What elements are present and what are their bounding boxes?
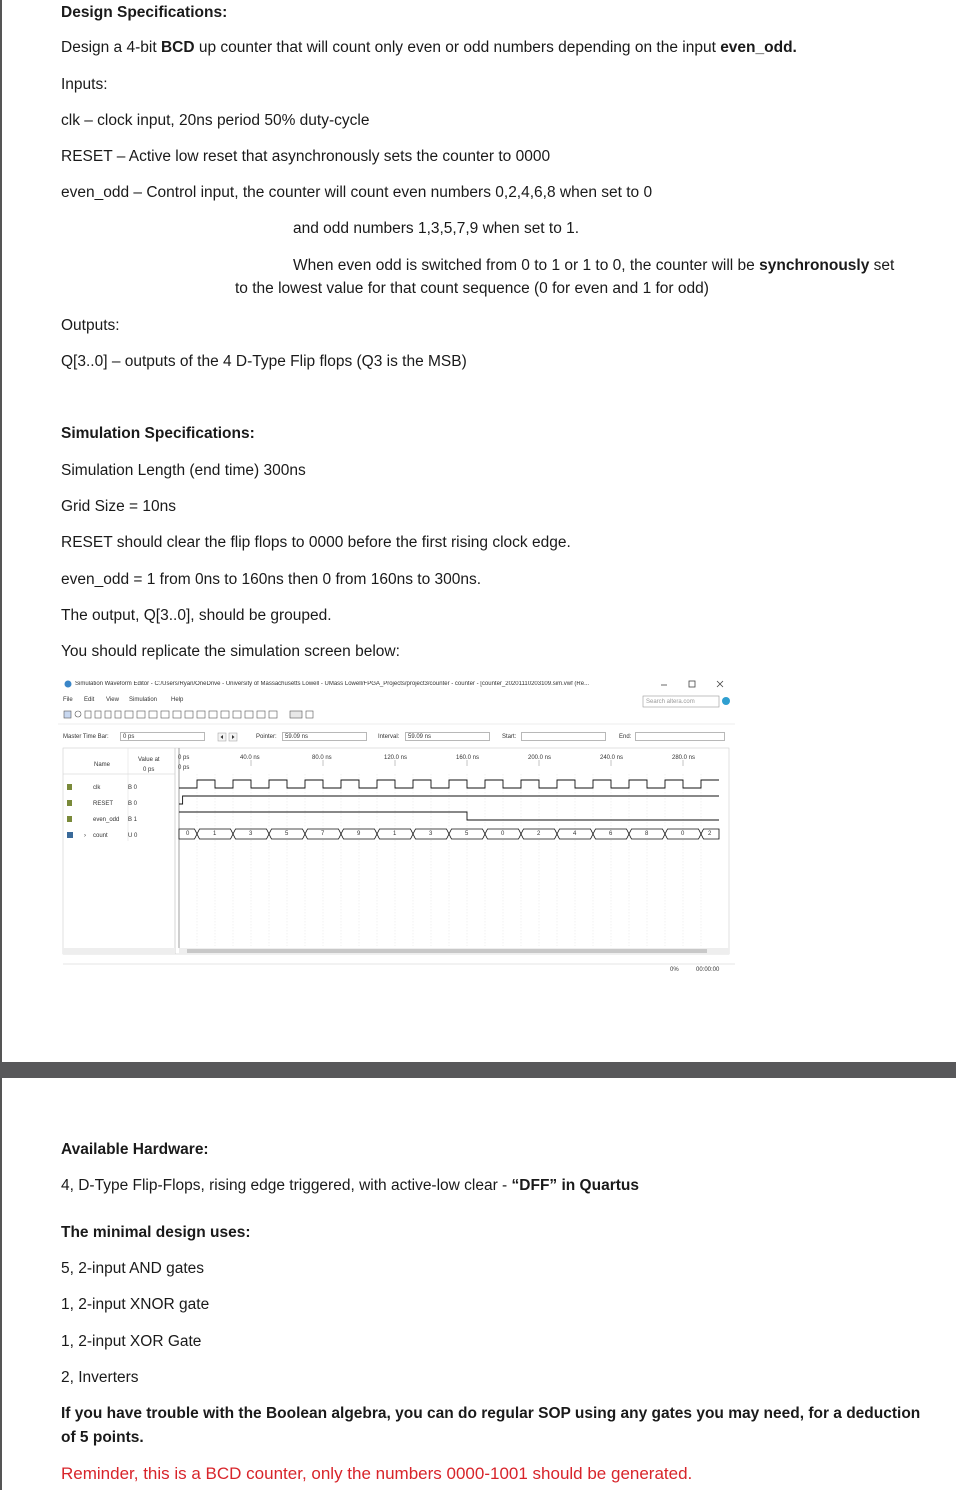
minimal-item: 2, Inverters xyxy=(61,1369,139,1386)
design-heading: Design Specifications: xyxy=(61,4,228,21)
count-value-label: 8 xyxy=(645,831,649,837)
dff-text: 4, D-Type Flip-Flops, rising edge triggered, with active-low clear - xyxy=(61,1177,512,1194)
time-axis-label: 240.0 ns xyxy=(600,755,624,761)
sim-replicate: You should replicate the simulation screen below: xyxy=(61,643,400,660)
count-value-label: 3 xyxy=(429,831,433,837)
switch-spec-2: to the lowest value for that count sequence (0 for even and 1 for odd) xyxy=(235,280,709,297)
sim-reset: RESET should clear the flip flops to 0000 before the first rising clock edge. xyxy=(61,534,571,551)
signal-name-even-odd[interactable]: even_odd xyxy=(93,817,120,823)
count-value-label: 5 xyxy=(465,831,469,837)
reset-spec: RESET – Active low reset that asynchronously sets the counter to 0000 xyxy=(61,148,551,165)
progress-percent: 0% xyxy=(670,967,679,973)
count-value-label: 0 xyxy=(186,831,190,837)
dff-quartus: “DFF” in Quartus xyxy=(511,1177,639,1194)
app-icon xyxy=(65,681,72,688)
cursor-time-top: 0 ps xyxy=(178,755,190,761)
inputs-label: Inputs: xyxy=(61,76,108,93)
search-go-icon xyxy=(722,697,730,705)
intro-text-mid: up counter that will count only even or odd numbers depending on the input xyxy=(194,39,721,56)
intro-even-odd: even_odd. xyxy=(720,39,797,56)
start-label: Start: xyxy=(502,734,517,740)
switch-bold: synchronously xyxy=(759,257,870,274)
count-value-label: 0 xyxy=(681,831,685,837)
signal-name-reset[interactable]: RESET xyxy=(93,801,114,807)
value-column-header: Value at xyxy=(138,757,160,763)
bcd-reminder: Reminder, this is a BCD counter, only the numbers 0000-1001 should be generated. xyxy=(61,1464,693,1483)
pointer-field[interactable]: 59.09 ns xyxy=(282,732,367,741)
master-time-bar-field[interactable]: 0 ps xyxy=(120,732,205,741)
count-value-label: 4 xyxy=(573,831,577,837)
signal-value-count: U 0 xyxy=(128,833,138,839)
minimal-heading: The minimal design uses: xyxy=(61,1224,251,1241)
signal-value-reset: B 0 xyxy=(128,801,138,807)
count-value-label: 0 xyxy=(501,831,505,837)
pointer-label: Pointer: xyxy=(256,734,277,740)
master-time-bar-label: Master Time Bar: xyxy=(63,734,109,740)
count-value-label: 5 xyxy=(285,831,289,837)
count-value-label: 9 xyxy=(357,831,361,837)
count-value-label: 6 xyxy=(609,831,613,837)
count-value-label: 2 xyxy=(708,831,712,837)
waveform-editor-window xyxy=(58,676,735,978)
intro-bcd: BCD xyxy=(160,39,195,56)
signal-name-clk[interactable]: clk xyxy=(93,785,101,791)
outputs-label: Outputs: xyxy=(61,317,120,334)
window-title: Simulation Waveform Editor - C:/Users/Ryan/OneDrive - University of Massachusetts Lowell - UMass Lowell/FPGA_Projects/project3/counter - counter - [counter_20201110203109.sim.vwf (Re... xyxy=(75,681,590,687)
count-value-label: 1 xyxy=(393,831,397,837)
menu-help[interactable]: Help xyxy=(171,697,184,703)
menu-file[interactable]: File xyxy=(63,697,73,703)
time-axis-label: 40.0 ns xyxy=(240,755,260,761)
elapsed-time: 00:00:00 xyxy=(696,967,720,973)
document-page-2 xyxy=(0,1078,956,1490)
sop-note-line-1: If you have trouble with the Boolean algebra, you can do regular SOP using any gates you may need, for a deduction xyxy=(61,1405,921,1422)
simulation-heading: Simulation Specifications: xyxy=(61,425,255,442)
menu-simulation[interactable]: Simulation xyxy=(129,697,158,703)
count-value-label: 1 xyxy=(213,831,217,837)
end-field[interactable] xyxy=(635,732,725,741)
end-label: End: xyxy=(619,734,632,740)
interval-label: Interval: xyxy=(378,734,400,740)
interval-field[interactable]: 59.09 ns xyxy=(405,732,490,741)
value-column-time: 0 ps xyxy=(143,767,155,773)
design-intro xyxy=(61,38,797,58)
time-axis-label: 120.0 ns xyxy=(384,755,408,761)
signal-value-clk: B 0 xyxy=(128,785,138,791)
sim-length: Simulation Length (end time) 300ns xyxy=(61,462,306,479)
signal-name-count[interactable]: count xyxy=(93,833,108,839)
expand-chevron-icon[interactable]: › xyxy=(84,833,86,839)
time-axis-label: 160.0 ns xyxy=(456,755,480,761)
switch-spec xyxy=(293,256,894,276)
odd-spec: and odd numbers 1,3,5,7,9 when set to 1. xyxy=(293,220,580,237)
minimal-item: 5, 2-input AND gates xyxy=(61,1260,205,1277)
count-value-label: 7 xyxy=(321,831,325,837)
minimal-item: 1, 2-input XOR Gate xyxy=(61,1333,202,1350)
sim-grid: Grid Size = 10ns xyxy=(61,498,177,515)
count-value-label: 2 xyxy=(537,831,541,837)
cursor-time-bottom: 0 ps xyxy=(178,765,190,771)
name-column-header: Name xyxy=(94,762,111,768)
time-axis-label: 200.0 ns xyxy=(528,755,552,761)
q-spec: Q[3..0] – outputs of the 4 D-Type Flip flops (Q3 is the MSB) xyxy=(61,353,467,370)
clk-spec: clk – clock input, 20ns period 50% duty-cycle xyxy=(61,112,370,129)
page-break xyxy=(0,1062,956,1078)
minimal-item: 1, 2-input XNOR gate xyxy=(61,1296,210,1313)
sop-note-line-2: of 5 points. xyxy=(61,1429,144,1446)
hardware-heading: Available Hardware: xyxy=(61,1141,209,1158)
intro-text: Design a 4-bit xyxy=(61,39,161,56)
waveform-frame xyxy=(58,676,735,978)
menu-edit[interactable]: Edit xyxy=(84,697,95,703)
signal-value-even-odd: B 1 xyxy=(128,817,138,823)
even-odd-spec: even_odd – Control input, the counter will count even numbers 0,2,4,6,8 when set to 0 xyxy=(61,184,653,201)
time-axis-label: 280.0 ns xyxy=(672,755,696,761)
sim-grouped: The output, Q[3..0], should be grouped. xyxy=(61,607,332,624)
switch-text: When even odd is switched from 0 to 1 or 1 to 0, the counter will be xyxy=(293,257,760,274)
count-value-label: 3 xyxy=(249,831,253,837)
time-axis-label: 80.0 ns xyxy=(312,755,332,761)
menu-view[interactable]: View xyxy=(106,697,119,703)
switch-text-end: set xyxy=(869,257,895,274)
search-input[interactable]: Search altera.com xyxy=(646,699,695,705)
sim-even-odd: even_odd = 1 from 0ns to 160ns then 0 from 160ns to 300ns. xyxy=(61,571,482,588)
dff-line xyxy=(61,1176,639,1196)
start-field[interactable] xyxy=(521,732,606,741)
